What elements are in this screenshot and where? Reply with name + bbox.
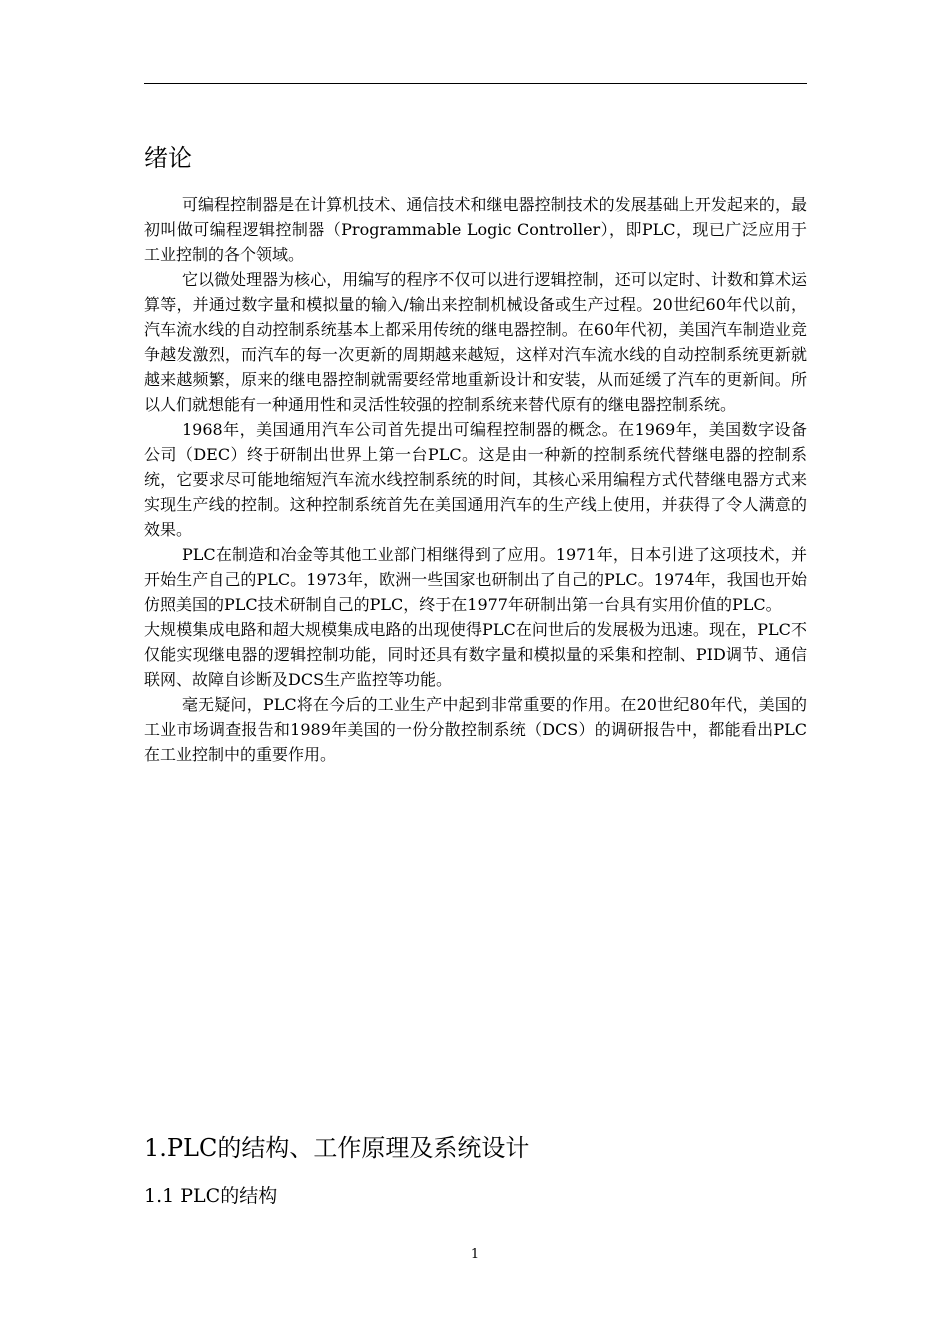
subsection-heading: 1.1 PLC的结构 [144,1185,278,1207]
header-rule [144,83,807,84]
chapter-title: 绪论 [144,144,192,172]
section-heading: 1.PLC的结构、工作原理及系统设计 [144,1134,530,1162]
body-text [144,192,807,767]
paragraph-5: 大规模集成电路和超大规模集成电路的出现使得PLC在问世后的发展极为迅速。现在，PLC不仅能实现继电器的逻辑控制功能，同时还具有数字量和模拟量的采集和控制、PID调节、通信联网、故障自诊断及DCS生产监控等功能。 [144,620,807,689]
paragraph-1: 可编程控制器是在计算机技术、通信技术和继电器控制技术的发展基础上开发起来的，最初叫做可编程逻辑控制器（Programmable Logic Controller），即PLC，现已广泛应用于工业控制的各个领域。 [144,195,807,264]
paragraph-2: 它以微处理器为核心，用编写的程序不仅可以进行逻辑控制，还可以定时、计数和算术运算等，并通过数字量和模拟量的输入/输出来控制机械设备或生产过程。20世纪60年代以前，汽车流水线的自动控制系统基本上都采用传统的继电器控制。在60年代初，美国汽车制造业竞争越发激烈，而汽车的每一次更新的周期越来越短，这样对汽车流水线的自动控制系统更新就越来越频繁，原来的继电器控制就需要经常地重新设计和安装，从而延缓了汽车的更新间。所以人们就想能有一种通用性和灵活性较强的控制系统来替代原有的继电器控制系统。 [144,270,807,414]
paragraph-6: 毫无疑问，PLC将在今后的工业生产中起到非常重要的作用。在20世纪80年代，美国的工业市场调查报告和1989年美国的一份分散控制系统（DCS）的调研报告中，都能看出PLC在工业控制中的重要作用。 [144,695,807,764]
page-number: 1 [470,1247,480,1262]
paragraph-3: 1968年，美国通用汽车公司首先提出可编程控制器的概念。在1969年，美国数字设备公司（DEC）终于研制出世界上第一台PLC。这是由一种新的控制系统代替继电器的控制系统，它要求尽可能地缩短汽车流水线控制系统的时间，其核心采用编程方式代替继电器方式来实现生产线的控制。这种控制系统首先在美国通用汽车的生产线上使用，并获得了令人满意的效果。 [144,420,807,539]
paragraph-4: PLC在制造和冶金等其他工业部门相继得到了应用。1971年，日本引进了这项技术，并开始生产自己的PLC。1973年，欧洲一些国家也研制出了自己的PLC。1974年，我国也开始仿照美国的PLC技术研制自己的PLC，终于在1977年研制出第一台具有实用价值的PLC。 [144,545,807,614]
